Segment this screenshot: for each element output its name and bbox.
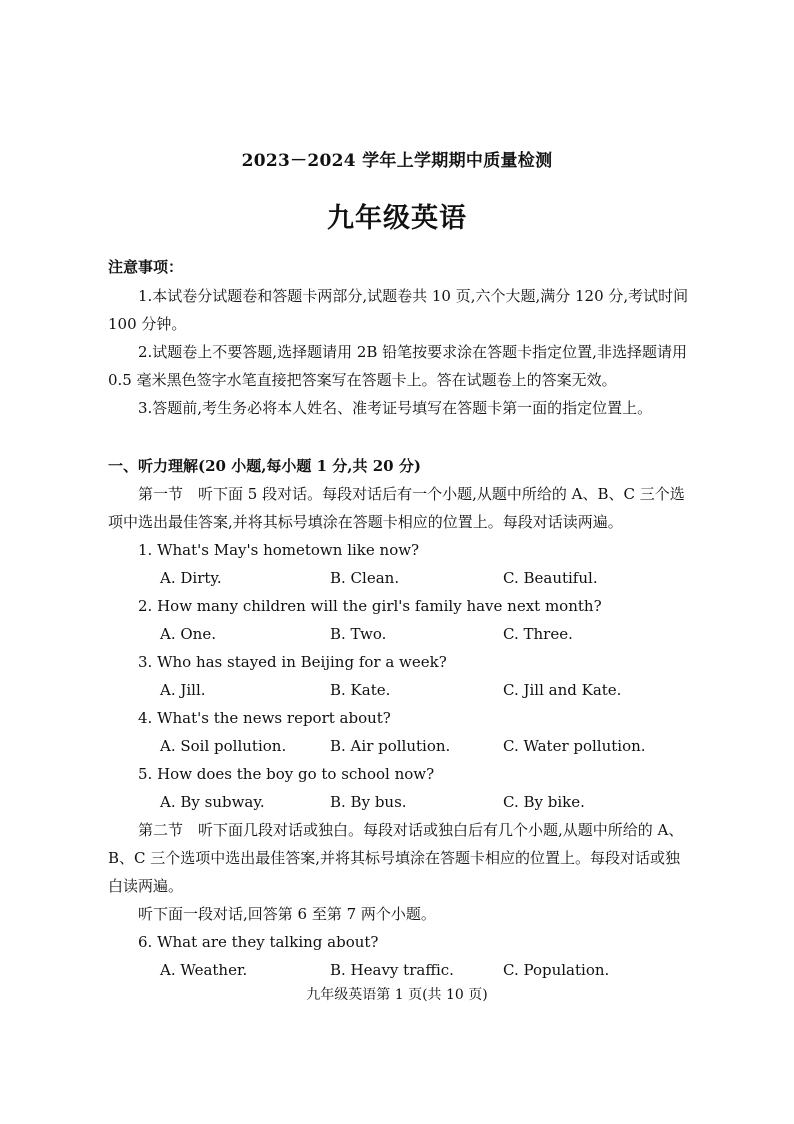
option-a: A. Jill. [160,681,206,699]
option-a: A. Dirty. [160,569,222,587]
part2-instruction: 第二节 听下面几段对话或独白。每段对话或独白后有几个小题,从题中所给的 A、B、C 三个选项中选出最佳答案,并将其标号填涂在答题卡相应的位置上。每段对话或独白读两遍。 [108,821,684,895]
note-item-1: 1.本试卷分试题卷和答题卡两部分,试题卷共 10 页,六个大题,满分 120 分,考试时间 100 分钟。 [108,287,689,333]
question-2-options [108,620,693,648]
question-4-stem: 4. What's the news report about? [138,709,391,727]
question-2-stem: 2. How many children will the girl's family have next month? [138,597,602,615]
option-c: C. By bike. [503,793,585,811]
question-6-options [108,956,693,984]
listening-section [108,452,693,984]
question-1-stem: 1. What's May's hometown like now? [138,541,420,559]
question-3-options [108,676,693,704]
option-c: C. Jill and Kate. [503,681,622,699]
question-4-options [108,732,693,760]
dialogue-intro: 听下面一段对话,回答第 6 至第 7 两个小题。 [138,905,436,923]
note-item-3: 3.答题前,考生务必将本人姓名、准考证号填写在答题卡第一面的指定位置上。 [138,399,653,417]
option-b: B. Clean. [330,569,400,587]
option-a: A. Weather. [160,961,248,979]
notes-heading: 注意事项： [108,258,184,276]
option-b: B. By bus. [330,793,407,811]
option-c: C. Water pollution. [503,737,646,755]
question-3-stem: 3. Who has stayed in Beijing for a week? [138,653,447,671]
option-b: B. Two. [330,625,387,643]
part1-instruction: 第一节 听下面 5 段对话。每段对话后有一个小题,从题中所给的 A、B、C 三个选项中选出最佳答案,并将其标号填涂在答题卡相应的位置上。每段对话读两遍。 [108,485,685,531]
question-5-stem: 5. How does the boy go to school now? [138,765,435,783]
page-footer: 九年级英语第 1 页(共 10 页) [306,987,488,1003]
option-a: A. By subway. [160,793,265,811]
notes-list [108,282,693,422]
option-b: B. Heavy traffic. [330,961,454,979]
question-6-stem: 6. What are they talking about? [138,933,379,951]
note-item-2: 2.试题卷上不要答题,选择题请用 2B 铅笔按要求涂在答题卡指定位置,非选择题请用 0.5 毫米黑色签字水笔直接把答案写在答题卡上。答在试题卷上的答案无效。 [108,343,687,389]
question-1-options [108,564,693,592]
option-c: C. Population. [503,961,610,979]
option-b: B. Kate. [330,681,391,699]
section-heading: 一、听力理解(20 小题,每小题 1 分,共 20 分) [108,457,421,475]
option-b: B. Air pollution. [330,737,451,755]
option-c: C. Three. [503,625,573,643]
option-a: A. One. [160,625,216,643]
option-a: A. Soil pollution. [160,737,287,755]
subject-title: 九年级英语 [327,203,467,234]
question-5-options [108,788,693,816]
option-c: C. Beautiful. [503,569,598,587]
exam-term-title: 2023－2024 学年上学期期中质量检测 [241,151,553,171]
